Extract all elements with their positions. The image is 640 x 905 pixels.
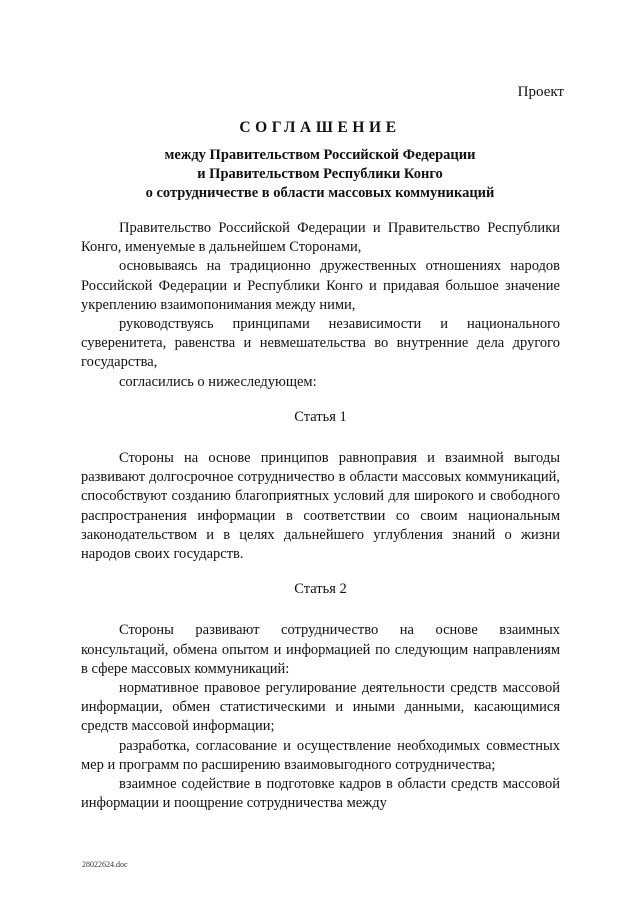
subtitle-line: о сотрудничестве в области массовых коммуникаций	[145, 185, 495, 201]
document-body	[81, 219, 560, 813]
article-paragraph: нормативное правовое регулирование деятельности средств массовой информации, обмен статистическими и иными данными, касающимися средств массовой информации;	[81, 680, 560, 735]
article-paragraph: разработка, согласование и осуществление необходимых совместных мер и программ по расширению взаимовыгодного сотрудничества;	[81, 737, 560, 773]
article-paragraph: Стороны на основе принципов равноправия и взаимной выгоды развивают долгосрочное сотрудничество в области массовых коммуникаций, способствуют созданию благоприятных условий для широкого и свободного распространения информации в соответствии со своим национальным законодательством и в целях дальнейшего углубления знаний о жизни народов своих государств.	[81, 450, 560, 563]
article-paragraph: Стороны развивают сотрудничество на основе взаимных консультаций, обмена опытом и информацией по следующим направлениям в сфере массовых коммуникаций:	[81, 622, 560, 677]
subtitle-line: и Правительством Республики Конго	[197, 166, 443, 182]
footer-filename: 28022624.doc	[82, 860, 128, 869]
subtitle-line: между Правительством Российской Федерации	[164, 147, 476, 163]
document-subtitle	[80, 146, 560, 203]
article-heading: Статья 1	[294, 408, 347, 425]
preamble-paragraph: основываясь на традиционно дружественных отношениях народов Российской Федерации и Республики Конго и придавая большое значение укреплению взаимопонимания между ними,	[81, 258, 560, 313]
preamble-paragraph: согласились о нижеследующем:	[119, 373, 317, 390]
article-heading: Статья 2	[294, 581, 347, 598]
article-paragraph: взаимное содействие в подготовке кадров в области средств массовой информации и поощрение сотрудничества между	[81, 776, 560, 812]
preamble-paragraph: Правительство Российской Федерации и Правительство Республики Конго, именуемые в дальнейшем Сторонами,	[81, 220, 560, 256]
preamble-paragraph: руководствуясь принципами независимости и национального суверенитета, равенства и невмешательства во внутренние дела другого государства,	[81, 316, 560, 371]
document-title: СОГЛАШЕНИЕ	[239, 119, 401, 136]
draft-label: Проект	[517, 84, 564, 100]
